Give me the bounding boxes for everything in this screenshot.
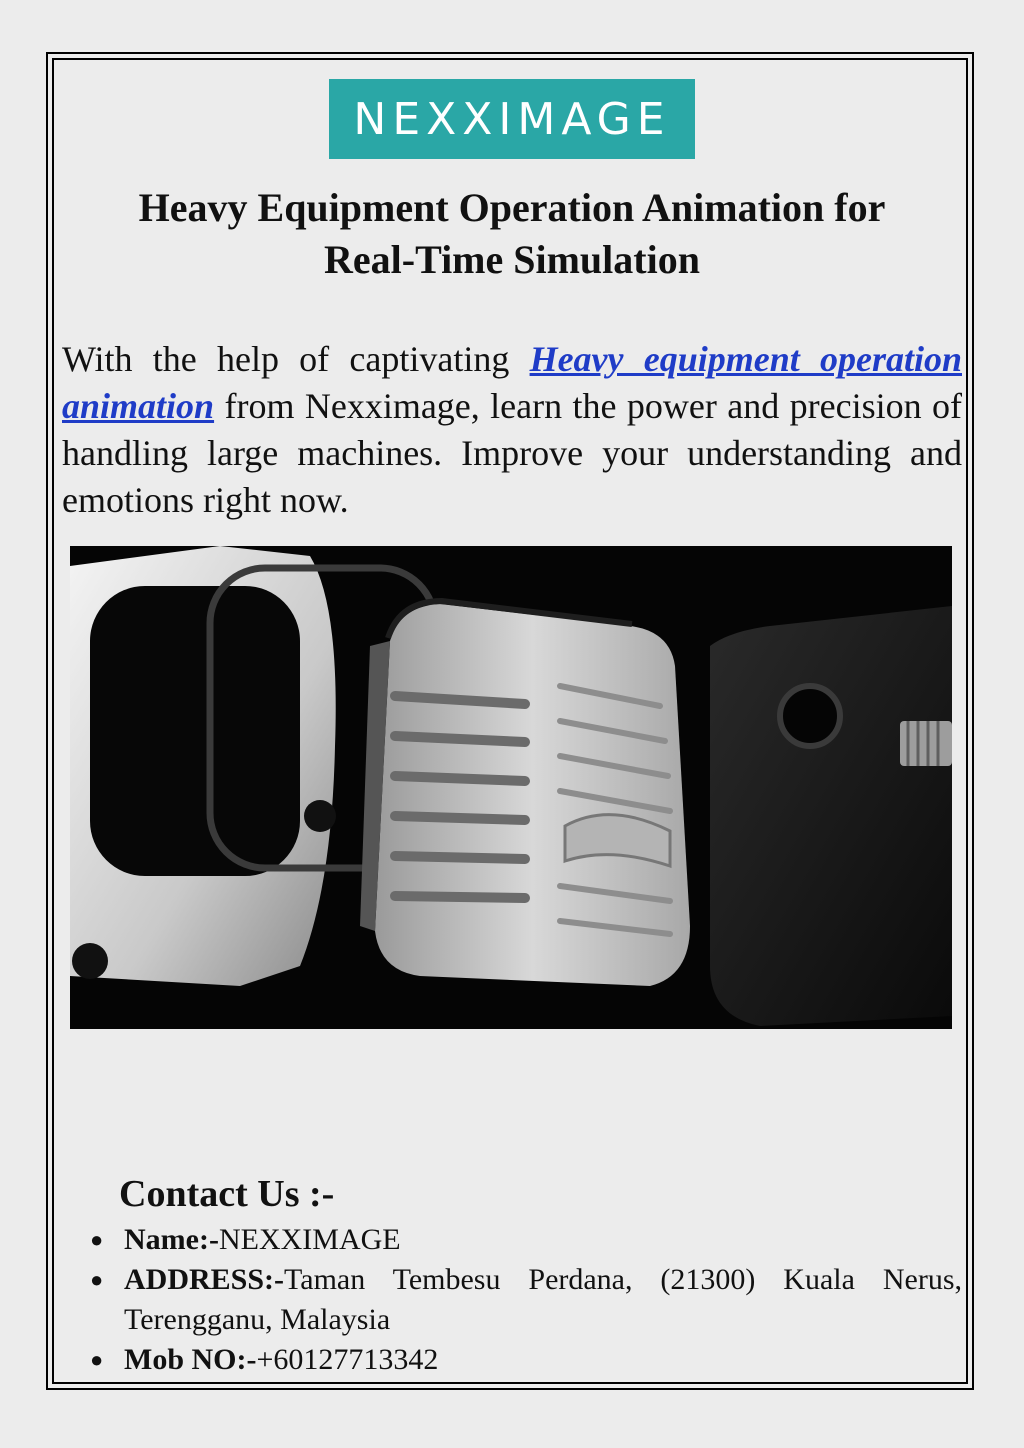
filter-render-illustration [70,546,952,1029]
contact-label: Mob NO:- [124,1343,257,1376]
logo-text: NEXXIMAGE [353,93,671,145]
contact-list [86,1220,962,1380]
bullet-icon: ● [90,1267,104,1292]
contact-item-address [86,1260,962,1340]
contact-item-name [86,1220,962,1260]
contact-label: Name:- [124,1223,219,1256]
intro-text-after: from Nexximage, learn the power and precision of handling large machines. Improve your understanding and emotions right now. [62,386,962,520]
intro-text-before: With the help of captivating [62,339,530,379]
heavy-equipment-animation-link[interactable]: Heavy equipment operation animation [62,339,962,426]
bullet-icon: ● [90,1347,104,1372]
contact-value: +60127713342 [256,1343,439,1376]
contact-item-mobile [86,1340,962,1380]
product-image [70,546,952,1029]
nexximage-logo [329,79,695,159]
bullet-icon: ● [90,1227,104,1252]
page-title [60,182,964,286]
contact-value: NEXXIMAGE [218,1223,401,1256]
intro-paragraph [62,336,962,524]
title-line-2: Real-Time Simulation [324,237,700,282]
contact-label: ADDRESS:- [124,1263,285,1296]
contact-heading: Contact Us :- [119,1173,335,1215]
title-line-1: Heavy Equipment Operation Animation for [138,185,886,230]
contact-value: Taman Tembesu Perdana, (21300) Kuala Nerus, Terengganu, Malaysia [124,1263,962,1336]
